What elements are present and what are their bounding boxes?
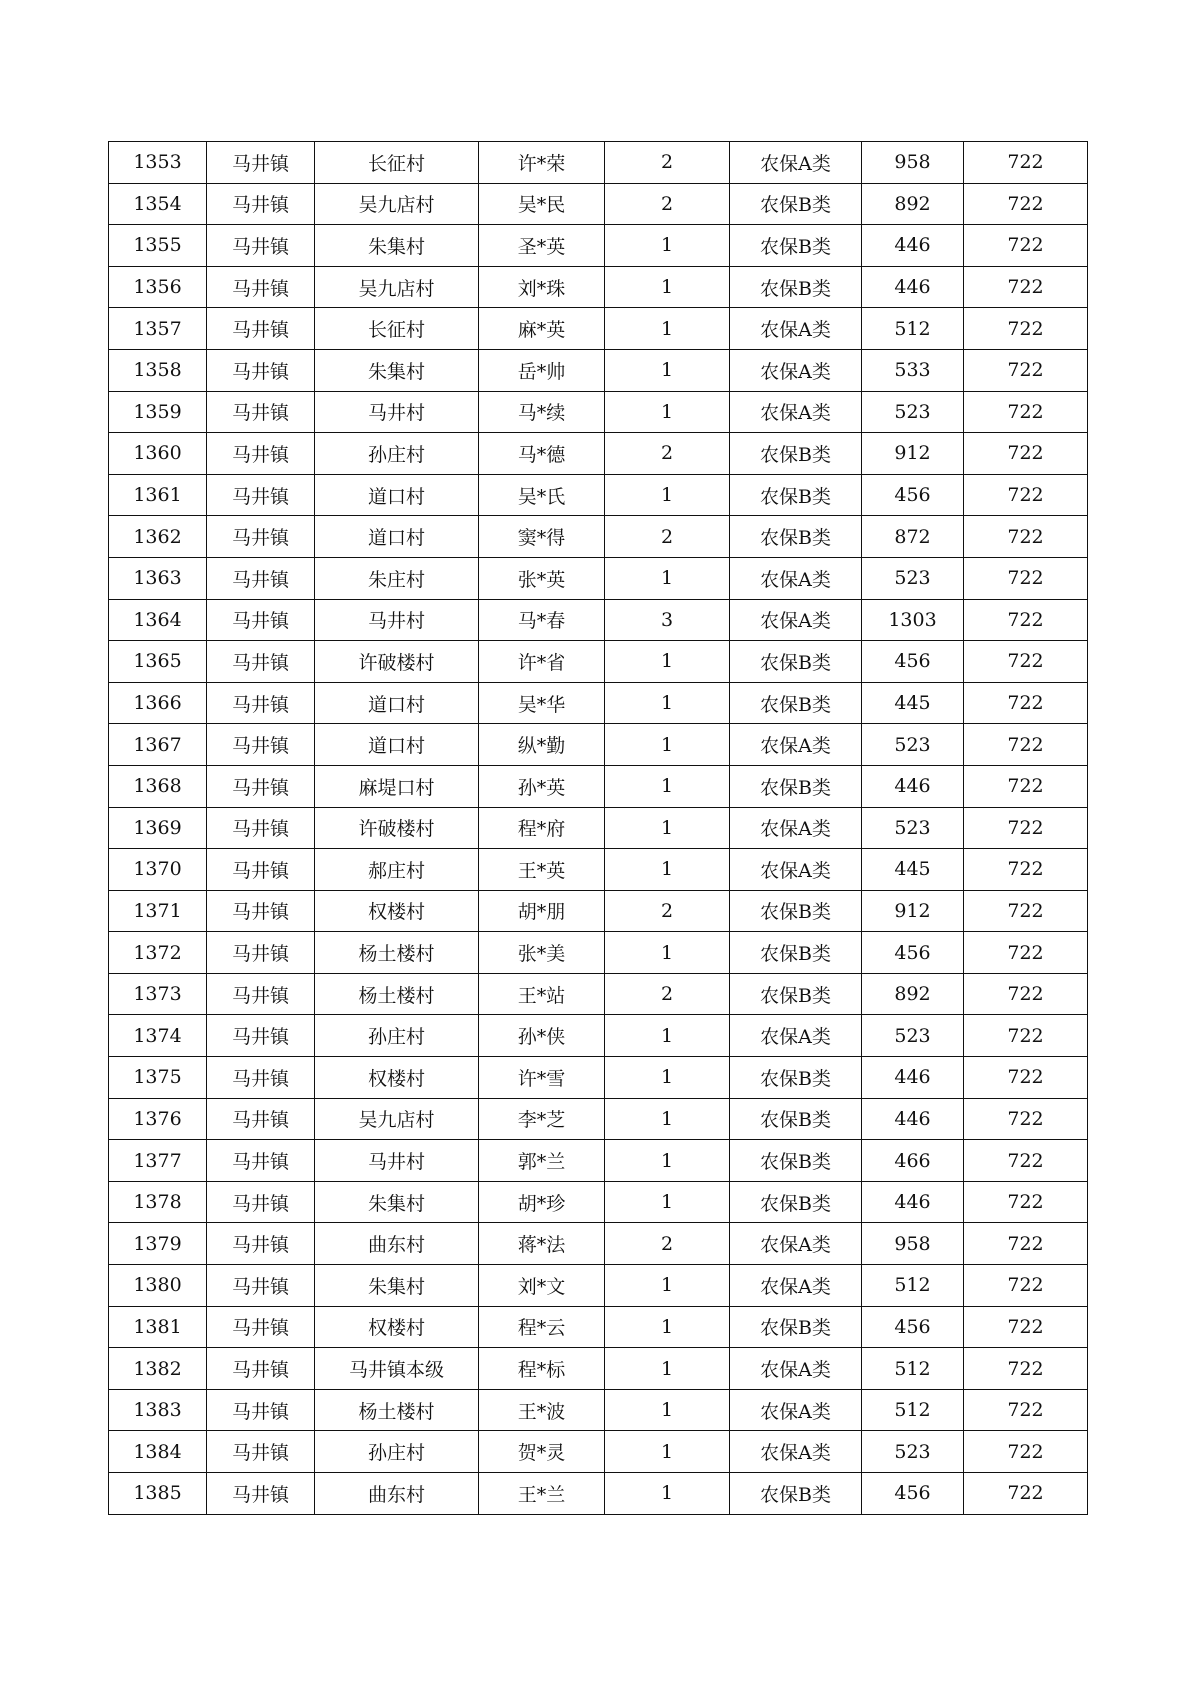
village-cell: 孙庄村 — [315, 433, 479, 475]
serial-number-cell: 1363 — [109, 557, 207, 599]
village-cell: 吴九店村 — [315, 1098, 479, 1140]
amount-cell: 912 — [862, 890, 964, 932]
standard-cell: 722 — [964, 765, 1088, 807]
insurance-type-cell: 农保A类 — [730, 1389, 862, 1431]
serial-number-cell: 1365 — [109, 641, 207, 683]
township-cell: 马井镇 — [207, 433, 315, 475]
serial-number-cell: 1373 — [109, 973, 207, 1015]
name-cell: 程*府 — [479, 807, 605, 849]
name-cell: 岳*帅 — [479, 349, 605, 391]
table-row — [109, 142, 1088, 184]
township-cell: 马井镇 — [207, 225, 315, 267]
table-row — [109, 724, 1088, 766]
serial-number-cell: 1362 — [109, 516, 207, 558]
insurance-type-cell: 农保B类 — [730, 1098, 862, 1140]
village-cell: 朱集村 — [315, 1181, 479, 1223]
amount-cell: 523 — [862, 1431, 964, 1473]
household-size-cell: 1 — [605, 1098, 730, 1140]
serial-number-cell: 1377 — [109, 1140, 207, 1182]
village-cell: 朱集村 — [315, 349, 479, 391]
name-cell: 吴*民 — [479, 183, 605, 225]
insurance-type-cell: 农保A类 — [730, 807, 862, 849]
table-row — [109, 391, 1088, 433]
household-size-cell: 2 — [605, 890, 730, 932]
village-cell: 郝庄村 — [315, 849, 479, 891]
standard-cell: 722 — [964, 1389, 1088, 1431]
serial-number-cell: 1381 — [109, 1306, 207, 1348]
township-cell: 马井镇 — [207, 1389, 315, 1431]
serial-number-cell: 1372 — [109, 932, 207, 974]
township-cell: 马井镇 — [207, 266, 315, 308]
records-table-body — [109, 142, 1088, 1515]
household-size-cell: 1 — [605, 724, 730, 766]
name-cell: 孙*侠 — [479, 1015, 605, 1057]
records-table — [108, 141, 1088, 1515]
village-cell: 权楼村 — [315, 1306, 479, 1348]
standard-cell: 722 — [964, 1306, 1088, 1348]
household-size-cell: 1 — [605, 849, 730, 891]
table-row — [109, 433, 1088, 475]
insurance-type-cell: 农保A类 — [730, 1015, 862, 1057]
name-cell: 马*续 — [479, 391, 605, 433]
table-row — [109, 1431, 1088, 1473]
serial-number-cell: 1360 — [109, 433, 207, 475]
village-cell: 朱集村 — [315, 225, 479, 267]
standard-cell: 722 — [964, 183, 1088, 225]
household-size-cell: 2 — [605, 142, 730, 184]
insurance-type-cell: 农保B类 — [730, 1473, 862, 1515]
amount-cell: 523 — [862, 807, 964, 849]
township-cell: 马井镇 — [207, 1057, 315, 1099]
amount-cell: 446 — [862, 266, 964, 308]
insurance-type-cell: 农保B类 — [730, 890, 862, 932]
table-row — [109, 1057, 1088, 1099]
name-cell: 张*英 — [479, 557, 605, 599]
amount-cell: 466 — [862, 1140, 964, 1182]
standard-cell: 722 — [964, 308, 1088, 350]
township-cell: 马井镇 — [207, 973, 315, 1015]
village-cell: 道口村 — [315, 474, 479, 516]
table-row — [109, 349, 1088, 391]
amount-cell: 892 — [862, 973, 964, 1015]
village-cell: 孙庄村 — [315, 1015, 479, 1057]
village-cell: 杨土楼村 — [315, 973, 479, 1015]
insurance-type-cell: 农保B类 — [730, 474, 862, 516]
standard-cell: 722 — [964, 973, 1088, 1015]
amount-cell: 512 — [862, 308, 964, 350]
serial-number-cell: 1358 — [109, 349, 207, 391]
insurance-type-cell: 农保B类 — [730, 225, 862, 267]
serial-number-cell: 1366 — [109, 682, 207, 724]
household-size-cell: 1 — [605, 1181, 730, 1223]
standard-cell: 722 — [964, 1098, 1088, 1140]
household-size-cell: 1 — [605, 1306, 730, 1348]
table-row — [109, 599, 1088, 641]
table-row — [109, 1015, 1088, 1057]
amount-cell: 446 — [862, 1098, 964, 1140]
amount-cell: 456 — [862, 1306, 964, 1348]
household-size-cell: 1 — [605, 765, 730, 807]
township-cell: 马井镇 — [207, 890, 315, 932]
serial-number-cell: 1353 — [109, 142, 207, 184]
serial-number-cell: 1376 — [109, 1098, 207, 1140]
insurance-type-cell: 农保A类 — [730, 1223, 862, 1265]
standard-cell: 722 — [964, 1473, 1088, 1515]
village-cell: 曲东村 — [315, 1473, 479, 1515]
name-cell: 孙*英 — [479, 765, 605, 807]
township-cell: 马井镇 — [207, 1348, 315, 1390]
amount-cell: 892 — [862, 183, 964, 225]
amount-cell: 958 — [862, 1223, 964, 1265]
serial-number-cell: 1367 — [109, 724, 207, 766]
township-cell: 马井镇 — [207, 557, 315, 599]
name-cell: 郭*兰 — [479, 1140, 605, 1182]
name-cell: 吴*氏 — [479, 474, 605, 516]
table-row — [109, 807, 1088, 849]
insurance-type-cell: 农保B类 — [730, 1306, 862, 1348]
insurance-type-cell: 农保B类 — [730, 1181, 862, 1223]
household-size-cell: 1 — [605, 225, 730, 267]
standard-cell: 722 — [964, 1015, 1088, 1057]
amount-cell: 456 — [862, 641, 964, 683]
serial-number-cell: 1379 — [109, 1223, 207, 1265]
household-size-cell: 1 — [605, 557, 730, 599]
name-cell: 许*省 — [479, 641, 605, 683]
household-size-cell: 1 — [605, 474, 730, 516]
table-row — [109, 1223, 1088, 1265]
village-cell: 曲东村 — [315, 1223, 479, 1265]
household-size-cell: 1 — [605, 1140, 730, 1182]
standard-cell: 722 — [964, 225, 1088, 267]
township-cell: 马井镇 — [207, 1181, 315, 1223]
household-size-cell: 1 — [605, 1431, 730, 1473]
table-row — [109, 849, 1088, 891]
serial-number-cell: 1359 — [109, 391, 207, 433]
township-cell: 马井镇 — [207, 932, 315, 974]
township-cell: 马井镇 — [207, 183, 315, 225]
standard-cell: 722 — [964, 1265, 1088, 1307]
township-cell: 马井镇 — [207, 391, 315, 433]
township-cell: 马井镇 — [207, 1098, 315, 1140]
name-cell: 刘*文 — [479, 1265, 605, 1307]
amount-cell: 523 — [862, 391, 964, 433]
table-row — [109, 932, 1088, 974]
village-cell: 权楼村 — [315, 1057, 479, 1099]
household-size-cell: 2 — [605, 433, 730, 475]
amount-cell: 533 — [862, 349, 964, 391]
insurance-type-cell: 农保A类 — [730, 349, 862, 391]
village-cell: 许破楼村 — [315, 807, 479, 849]
household-size-cell: 1 — [605, 1473, 730, 1515]
household-size-cell: 1 — [605, 682, 730, 724]
serial-number-cell: 1374 — [109, 1015, 207, 1057]
name-cell: 王*站 — [479, 973, 605, 1015]
township-cell: 马井镇 — [207, 308, 315, 350]
serial-number-cell: 1369 — [109, 807, 207, 849]
insurance-type-cell: 农保B类 — [730, 641, 862, 683]
name-cell: 胡*朋 — [479, 890, 605, 932]
name-cell: 王*兰 — [479, 1473, 605, 1515]
serial-number-cell: 1370 — [109, 849, 207, 891]
standard-cell: 722 — [964, 1140, 1088, 1182]
table-row — [109, 1140, 1088, 1182]
table-row — [109, 1348, 1088, 1390]
amount-cell: 958 — [862, 142, 964, 184]
name-cell: 许*荣 — [479, 142, 605, 184]
table-row — [109, 516, 1088, 558]
standard-cell: 722 — [964, 807, 1088, 849]
amount-cell: 445 — [862, 849, 964, 891]
amount-cell: 456 — [862, 474, 964, 516]
table-row — [109, 1389, 1088, 1431]
insurance-type-cell: 农保A类 — [730, 1431, 862, 1473]
township-cell: 马井镇 — [207, 1306, 315, 1348]
insurance-type-cell: 农保A类 — [730, 849, 862, 891]
village-cell: 道口村 — [315, 516, 479, 558]
standard-cell: 722 — [964, 682, 1088, 724]
table-row — [109, 474, 1088, 516]
insurance-type-cell: 农保B类 — [730, 1057, 862, 1099]
village-cell: 权楼村 — [315, 890, 479, 932]
amount-cell: 446 — [862, 225, 964, 267]
household-size-cell: 1 — [605, 641, 730, 683]
village-cell: 长征村 — [315, 142, 479, 184]
standard-cell: 722 — [964, 391, 1088, 433]
township-cell: 马井镇 — [207, 682, 315, 724]
serial-number-cell: 1382 — [109, 1348, 207, 1390]
standard-cell: 722 — [964, 349, 1088, 391]
insurance-type-cell: 农保A类 — [730, 142, 862, 184]
household-size-cell: 2 — [605, 1223, 730, 1265]
township-cell: 马井镇 — [207, 516, 315, 558]
household-size-cell: 1 — [605, 932, 730, 974]
amount-cell: 523 — [862, 724, 964, 766]
amount-cell: 512 — [862, 1389, 964, 1431]
insurance-type-cell: 农保A类 — [730, 557, 862, 599]
standard-cell: 722 — [964, 932, 1088, 974]
serial-number-cell: 1354 — [109, 183, 207, 225]
insurance-type-cell: 农保B类 — [730, 765, 862, 807]
village-cell: 朱庄村 — [315, 557, 479, 599]
village-cell: 许破楼村 — [315, 641, 479, 683]
name-cell: 胡*珍 — [479, 1181, 605, 1223]
village-cell: 吴九店村 — [315, 183, 479, 225]
insurance-type-cell: 农保B类 — [730, 266, 862, 308]
serial-number-cell: 1356 — [109, 266, 207, 308]
table-row — [109, 183, 1088, 225]
village-cell: 杨土楼村 — [315, 932, 479, 974]
table-row — [109, 557, 1088, 599]
insurance-type-cell: 农保A类 — [730, 599, 862, 641]
name-cell: 贺*灵 — [479, 1431, 605, 1473]
village-cell: 马井村 — [315, 391, 479, 433]
table-row — [109, 1098, 1088, 1140]
standard-cell: 722 — [964, 142, 1088, 184]
table-row — [109, 641, 1088, 683]
village-cell: 道口村 — [315, 682, 479, 724]
standard-cell: 722 — [964, 724, 1088, 766]
insurance-type-cell: 农保A类 — [730, 724, 862, 766]
standard-cell: 722 — [964, 1431, 1088, 1473]
insurance-type-cell: 农保B类 — [730, 433, 862, 475]
standard-cell: 722 — [964, 890, 1088, 932]
serial-number-cell: 1383 — [109, 1389, 207, 1431]
insurance-type-cell: 农保B类 — [730, 183, 862, 225]
serial-number-cell: 1371 — [109, 890, 207, 932]
name-cell: 马*春 — [479, 599, 605, 641]
village-cell: 吴九店村 — [315, 266, 479, 308]
household-size-cell: 1 — [605, 1348, 730, 1390]
insurance-type-cell: 农保A类 — [730, 391, 862, 433]
household-size-cell: 1 — [605, 1015, 730, 1057]
amount-cell: 512 — [862, 1265, 964, 1307]
village-cell: 杨土楼村 — [315, 1389, 479, 1431]
township-cell: 马井镇 — [207, 1473, 315, 1515]
amount-cell: 523 — [862, 1015, 964, 1057]
village-cell: 马井镇本级 — [315, 1348, 479, 1390]
table-row — [109, 682, 1088, 724]
township-cell: 马井镇 — [207, 1431, 315, 1473]
standard-cell: 722 — [964, 1181, 1088, 1223]
village-cell: 道口村 — [315, 724, 479, 766]
name-cell: 张*美 — [479, 932, 605, 974]
township-cell: 马井镇 — [207, 599, 315, 641]
village-cell: 马井村 — [315, 1140, 479, 1182]
amount-cell: 446 — [862, 1181, 964, 1223]
household-size-cell: 1 — [605, 1389, 730, 1431]
serial-number-cell: 1380 — [109, 1265, 207, 1307]
table-row — [109, 1306, 1088, 1348]
household-size-cell: 1 — [605, 1057, 730, 1099]
table-row — [109, 266, 1088, 308]
name-cell: 许*雪 — [479, 1057, 605, 1099]
amount-cell: 456 — [862, 932, 964, 974]
standard-cell: 722 — [964, 849, 1088, 891]
township-cell: 马井镇 — [207, 724, 315, 766]
household-size-cell: 2 — [605, 973, 730, 1015]
township-cell: 马井镇 — [207, 1223, 315, 1265]
amount-cell: 446 — [862, 1057, 964, 1099]
township-cell: 马井镇 — [207, 1140, 315, 1182]
standard-cell: 722 — [964, 557, 1088, 599]
name-cell: 窦*得 — [479, 516, 605, 558]
insurance-type-cell: 农保B类 — [730, 973, 862, 1015]
serial-number-cell: 1368 — [109, 765, 207, 807]
amount-cell: 445 — [862, 682, 964, 724]
village-cell: 麻堤口村 — [315, 765, 479, 807]
standard-cell: 722 — [964, 599, 1088, 641]
household-size-cell: 1 — [605, 1265, 730, 1307]
name-cell: 麻*英 — [479, 308, 605, 350]
township-cell: 马井镇 — [207, 474, 315, 516]
table-row — [109, 765, 1088, 807]
standard-cell: 722 — [964, 433, 1088, 475]
township-cell: 马井镇 — [207, 765, 315, 807]
name-cell: 吴*华 — [479, 682, 605, 724]
serial-number-cell: 1378 — [109, 1181, 207, 1223]
serial-number-cell: 1361 — [109, 474, 207, 516]
standard-cell: 722 — [964, 1223, 1088, 1265]
township-cell: 马井镇 — [207, 1265, 315, 1307]
table-row — [109, 225, 1088, 267]
household-size-cell: 1 — [605, 308, 730, 350]
name-cell: 程*标 — [479, 1348, 605, 1390]
table-row — [109, 308, 1088, 350]
village-cell: 马井村 — [315, 599, 479, 641]
name-cell: 圣*英 — [479, 225, 605, 267]
serial-number-cell: 1385 — [109, 1473, 207, 1515]
household-size-cell: 1 — [605, 807, 730, 849]
insurance-type-cell: 农保B类 — [730, 1140, 862, 1182]
serial-number-cell: 1355 — [109, 225, 207, 267]
insurance-type-cell: 农保A类 — [730, 1348, 862, 1390]
name-cell: 王*英 — [479, 849, 605, 891]
standard-cell: 722 — [964, 474, 1088, 516]
household-size-cell: 2 — [605, 183, 730, 225]
table-row — [109, 1265, 1088, 1307]
township-cell: 马井镇 — [207, 807, 315, 849]
name-cell: 刘*珠 — [479, 266, 605, 308]
name-cell: 马*德 — [479, 433, 605, 475]
name-cell: 李*芝 — [479, 1098, 605, 1140]
household-size-cell: 3 — [605, 599, 730, 641]
township-cell: 马井镇 — [207, 1015, 315, 1057]
name-cell: 程*云 — [479, 1306, 605, 1348]
village-cell: 孙庄村 — [315, 1431, 479, 1473]
table-row — [109, 890, 1088, 932]
serial-number-cell: 1357 — [109, 308, 207, 350]
township-cell: 马井镇 — [207, 641, 315, 683]
insurance-type-cell: 农保B类 — [730, 932, 862, 974]
standard-cell: 722 — [964, 1057, 1088, 1099]
name-cell: 王*波 — [479, 1389, 605, 1431]
table-row — [109, 1181, 1088, 1223]
township-cell: 马井镇 — [207, 142, 315, 184]
insurance-type-cell: 农保B类 — [730, 516, 862, 558]
amount-cell: 446 — [862, 765, 964, 807]
township-cell: 马井镇 — [207, 349, 315, 391]
amount-cell: 912 — [862, 433, 964, 475]
amount-cell: 872 — [862, 516, 964, 558]
amount-cell: 523 — [862, 557, 964, 599]
serial-number-cell: 1384 — [109, 1431, 207, 1473]
insurance-type-cell: 农保A类 — [730, 308, 862, 350]
village-cell: 长征村 — [315, 308, 479, 350]
standard-cell: 722 — [964, 1348, 1088, 1390]
amount-cell: 1303 — [862, 599, 964, 641]
household-size-cell: 1 — [605, 391, 730, 433]
household-size-cell: 2 — [605, 516, 730, 558]
household-size-cell: 1 — [605, 349, 730, 391]
amount-cell: 512 — [862, 1348, 964, 1390]
insurance-type-cell: 农保B类 — [730, 682, 862, 724]
household-size-cell: 1 — [605, 266, 730, 308]
table-row — [109, 973, 1088, 1015]
name-cell: 蒋*法 — [479, 1223, 605, 1265]
village-cell: 朱集村 — [315, 1265, 479, 1307]
name-cell: 纵*勤 — [479, 724, 605, 766]
standard-cell: 722 — [964, 516, 1088, 558]
amount-cell: 456 — [862, 1473, 964, 1515]
standard-cell: 722 — [964, 266, 1088, 308]
table-row — [109, 1473, 1088, 1515]
township-cell: 马井镇 — [207, 849, 315, 891]
insurance-type-cell: 农保A类 — [730, 1265, 862, 1307]
serial-number-cell: 1375 — [109, 1057, 207, 1099]
standard-cell: 722 — [964, 641, 1088, 683]
serial-number-cell: 1364 — [109, 599, 207, 641]
